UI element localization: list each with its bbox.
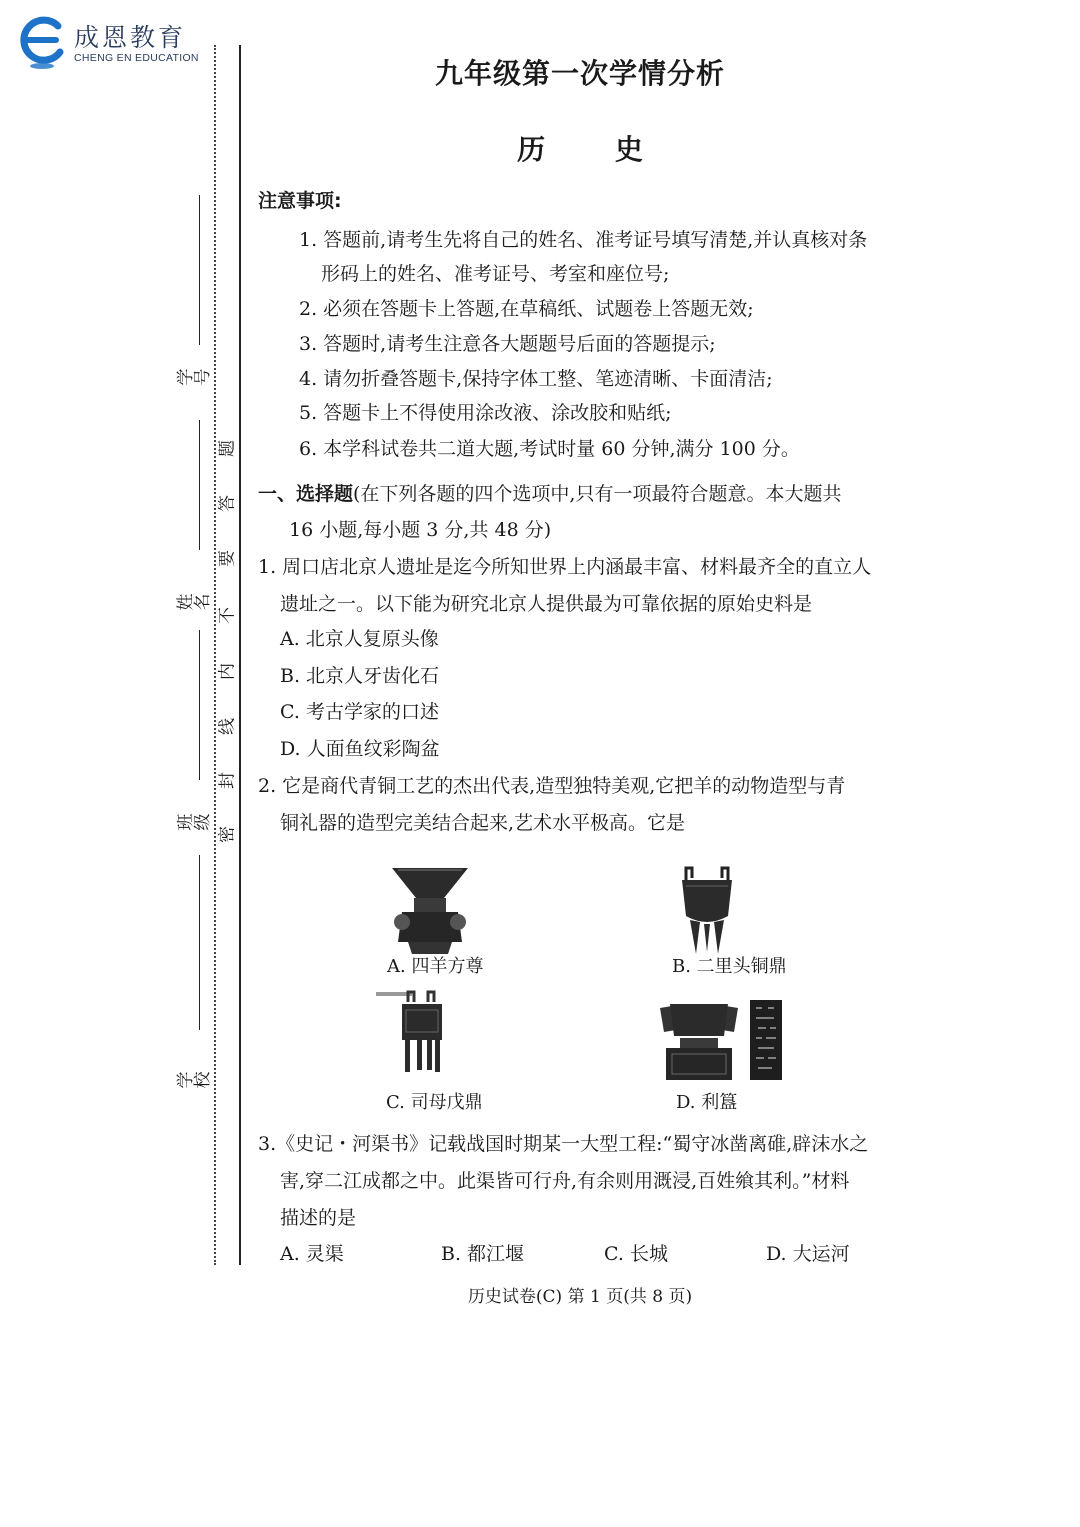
- notice-item: 3. 答题时,请考生注意各大题题号后面的答题提示;: [299, 333, 716, 355]
- question-3-stem-cont: 害,穿二江成都之中。此渠皆可行舟,有余则用溉浸,百姓飨其利。”材料: [280, 1170, 850, 1192]
- field-label-name: 姓 名: [176, 593, 213, 611]
- seal-char: 不: [217, 607, 238, 624]
- question-2-stem-cont: 铜礼器的造型完美结合起来,艺术水平极高。它是: [280, 812, 686, 834]
- binding-line-solid: [239, 45, 241, 1265]
- seal-char: 封: [217, 772, 238, 789]
- erlitou-ding-image: [678, 866, 736, 956]
- question-1-stem: 1. 周口店北京人遗址是迄今所知世界上内涵最丰富、材料最齐全的直立人: [258, 556, 872, 578]
- seal-char: 要: [217, 550, 238, 567]
- q1-option-d: D. 人面鱼纹彩陶盆: [280, 738, 440, 760]
- q3-option-c: C. 长城: [604, 1243, 668, 1265]
- notice-item: 6. 本学科试卷共二道大题,考试时量 60 分钟,满分 100 分。: [299, 438, 800, 460]
- q3-option-d: D. 大运河: [766, 1243, 850, 1265]
- q2-option-b-caption: B. 二里头铜鼎: [672, 956, 787, 977]
- question-1-stem-cont: 遗址之一。以下能为研究北京人提供最为可靠依据的原始史料是: [280, 593, 813, 615]
- notice-item: 2. 必须在答题卡上答题,在草稿纸、试题卷上答题无效;: [299, 298, 754, 320]
- question-2-stem: 2. 它是商代青铜工艺的杰出代表,造型独特美观,它把羊的动物造型与青: [258, 775, 846, 797]
- q3-option-b: B. 都江堰: [441, 1243, 525, 1265]
- cut-line-dotted: [214, 45, 216, 1265]
- subject-title: 历 史: [517, 133, 643, 166]
- logo-english-name: CHENG EN EDUCATION: [74, 52, 199, 64]
- seal-char: 线: [217, 718, 238, 735]
- q2-option-d-caption: D. 利簋: [676, 1092, 738, 1113]
- section-description: (在下列各题的四个选项中,只有一项最符合题意。本大题共: [353, 483, 842, 505]
- q1-option-b: B. 北京人牙齿化石: [280, 665, 440, 687]
- field-label-school: 学 校: [176, 1071, 213, 1089]
- q2-option-a-caption: A. 四羊方尊: [387, 956, 484, 977]
- page-footer: 历史试卷(C) 第 1 页(共 8 页): [467, 1287, 693, 1307]
- field-label-number: 学 号: [176, 368, 213, 386]
- notice-item: 1. 答题前,请考生先将自己的姓名、准考证号填写清楚,并认真核对条: [299, 229, 868, 251]
- logo: [14, 12, 224, 72]
- class-write-line: [199, 630, 200, 780]
- school-write-line: [199, 855, 200, 1030]
- section-title: 一、选择题: [258, 483, 354, 505]
- notice-heading: 注意事项:: [258, 190, 342, 212]
- question-3-stem-cont: 描述的是: [280, 1207, 357, 1229]
- seal-char: 密: [217, 826, 238, 843]
- notice-item: 形码上的姓名、准考证号、考室和座位号;: [321, 263, 670, 285]
- four-ram-zun-image: [388, 864, 472, 956]
- q2-option-c-caption: C. 司母戊鼎: [386, 1092, 483, 1113]
- exam-title: 九年级第一次学情分析: [434, 57, 725, 90]
- li-gui-image: [656, 996, 786, 1082]
- q1-option-c: C. 考古学家的口述: [280, 701, 439, 723]
- field-label-class: 班 级: [176, 813, 213, 831]
- notice-item: 5. 答题卡上不得使用涂改液、涂改胶和贴纸;: [299, 402, 672, 424]
- section-heading: [258, 485, 841, 504]
- logo-chinese-name: 成恩教育: [74, 23, 187, 52]
- section-description-cont: 16 小题,每小题 3 分,共 48 分): [289, 519, 552, 541]
- simuwu-ding-image: [372, 990, 462, 1078]
- logo-mark-icon: [14, 12, 70, 70]
- number-write-line: [199, 195, 200, 345]
- notice-item: 4. 请勿折叠答题卡,保持字体工整、笔迹清晰、卡面清洁;: [299, 368, 773, 390]
- q1-option-a: A. 北京人复原头像: [280, 628, 439, 650]
- seal-char: 内: [217, 663, 238, 680]
- seal-char: 题: [217, 440, 238, 457]
- name-write-line: [199, 420, 200, 550]
- question-3-stem: 3.《史记・河渠书》记载战国时期某一大型工程:“蜀守冰凿离碓,辟沫水之: [258, 1133, 869, 1155]
- q3-option-a: A. 灵渠: [280, 1243, 344, 1265]
- seal-char: 答: [217, 495, 238, 512]
